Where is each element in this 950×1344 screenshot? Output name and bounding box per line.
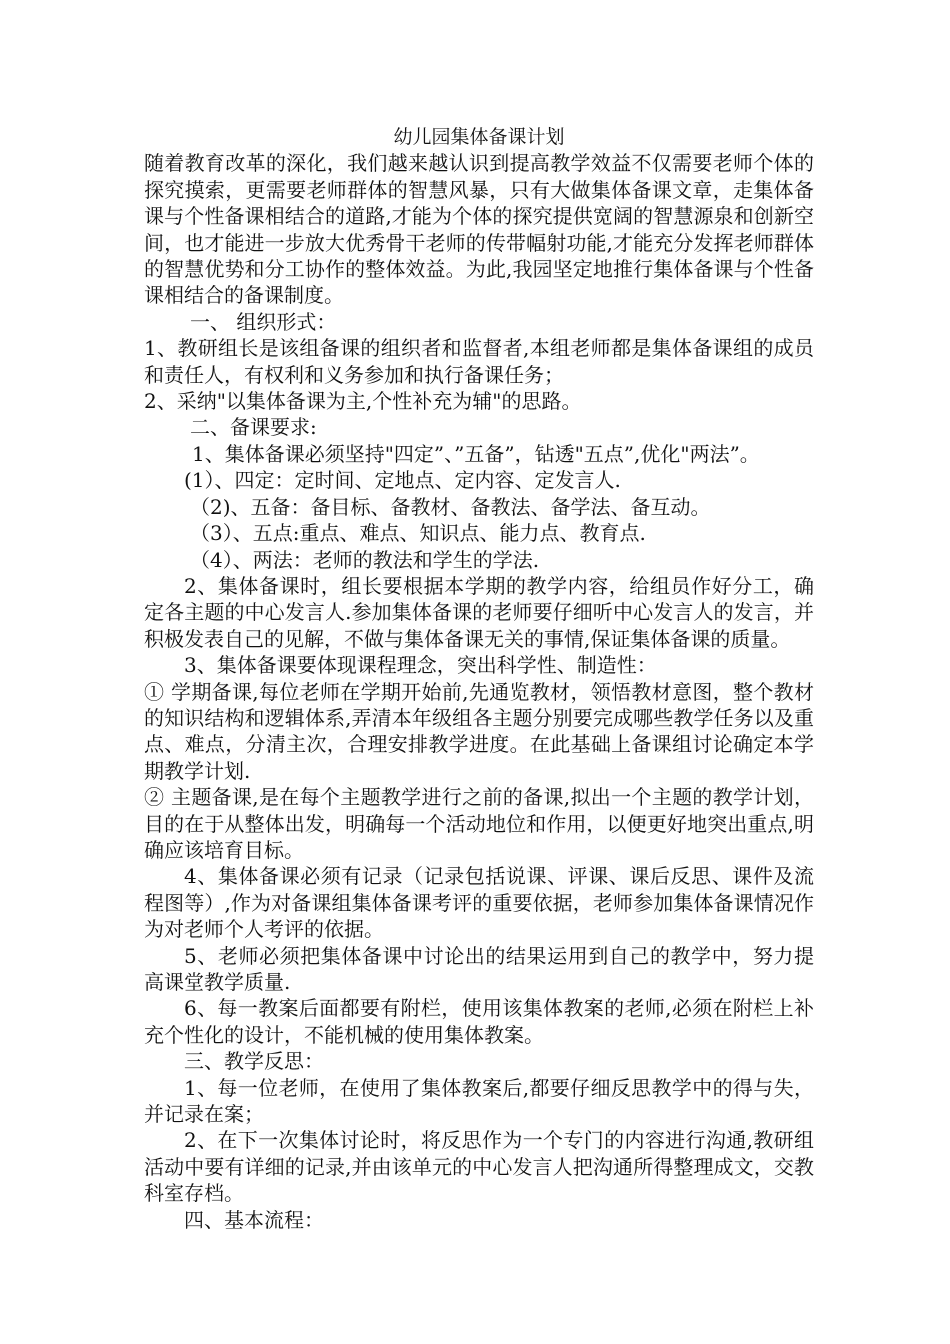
document-title: 幼儿园集体备课计划	[393, 126, 565, 148]
paragraph: 1、集体备课必须坚持"四定”、”五备”，钻透"五点”,优化"两法”。	[192, 441, 760, 466]
section-heading-reflection: 三、教学反思：	[184, 1049, 324, 1074]
paragraph: 3、集体备课要体现课程理念，突出科学性、制造性：	[184, 653, 657, 678]
list-item: （4）、两法：老师的教法和学生的学法.	[190, 547, 540, 572]
paragraph: ① 学期备课,每位老师在学期开始前,先通览教材，领悟教材意图，整个教材的知识结构和逻辑体系,弄清本年级组各主题分别要完成哪些教学任务以及重点、难点，分清主次，合理安排教学进度。在此基础上备课组讨论确定本学期教学计划.	[144, 679, 814, 783]
paragraph: 4、集体备课必须有记录（记录包括说课、评课、课后反思、课件及流程图等）,作为对备课组集体备课考评的重要依据，老师参加集体备课情况作为对老师个人考评的依据。	[144, 864, 814, 942]
intro-paragraph: 随着教育改革的深化，我们越来越认识到提高教学效益不仅需要老师个体的探究摸索，更需要老师群体的智慧风暴，只有大做集体备课文章，走集体备课与个性备课相结合的道路,才能为个体的探究提供宽阔的智慧源泉和创新空间，也才能进一步放大优秀骨干老师的传带幅射功能,才能充分发挥老师群体的智慧优势和分工协作的整体效益。为此,我园坚定地推行集体备课与个性备课相结合的备课制度。	[144, 151, 814, 308]
section-heading-process: 四、基本流程：	[184, 1207, 324, 1232]
paragraph: 2、在下一次集体讨论时，将反思作为一个专门的内容进行沟通,教研组活动中要有详细的记录,并由该单元的中心发言人把沟通所得整理成文，交教科室存档。	[144, 1128, 814, 1206]
document-body	[144, 124, 814, 1233]
paragraph: 2、采纳"以集体备课为主,个性补充为辅"的思路。	[144, 389, 582, 414]
list-item: (1）、四定：定时间、定地点、定内容、定发言人.	[184, 468, 621, 493]
paragraph: ② 主题备课,是在每个主题教学进行之前的备课,拟出一个主题的教学计划，目的在于从整体出发，明确每一个活动地位和作用，以便更好地突出重点,明确应该培育目标。	[144, 785, 814, 862]
list-item: （2)、五备：备目标、备教材、备教法、备学法、备互动。	[190, 494, 711, 519]
list-item: （3）、五点:重点、难点、知识点、能力点、教育点.	[190, 521, 646, 546]
section-heading-requirements: 二、备课要求:	[190, 415, 317, 440]
paragraph: 6、每一教案后面都要有附栏，使用该集体教案的老师,必须在附栏上补充个性化的设计，不能机械的使用集体教案。	[144, 996, 814, 1047]
paragraph: 5、老师必须把集体备课中讨论出的结果运用到自己的教学中，努力提高课堂教学质量.	[144, 943, 814, 994]
section-heading-organization: 一、 组织形式：	[190, 309, 337, 334]
paragraph: 2、集体备课时，组长要根据本学期的教学内容，给组员作好分工，确定各主题的中心发言人.参加集体备课的老师要仔细听中心发言人的发言，并积极发表自己的见解，不做与集体备课无关的事情,保证集体备课的质量。	[144, 573, 814, 651]
paragraph: 1、每一位老师，在使用了集体教案后,都要仔细反思教学中的得与失，并记录在案；	[144, 1075, 814, 1127]
paragraph: 1、教研组长是该组备课的组织者和监督者,本组老师都是集体备课组的成员和责任人，有权利和义务参加和执行备课任务；	[144, 336, 814, 387]
